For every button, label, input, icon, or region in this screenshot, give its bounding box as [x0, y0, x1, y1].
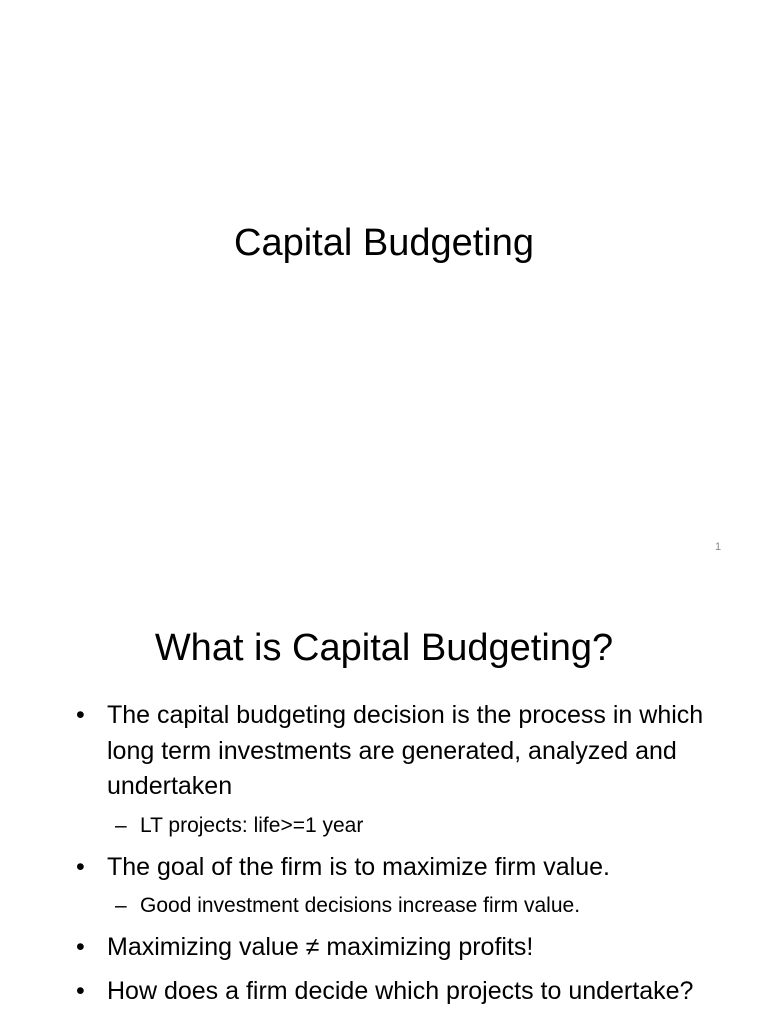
bullet-marker: •: [76, 701, 85, 729]
slide-title: What is Capital Budgeting?: [154, 627, 614, 669]
sub-bullet-item: [76, 811, 716, 841]
slide-2: [0, 576, 768, 1024]
bullet-item: [76, 850, 716, 886]
bullet-text: How does a firm decide which projects to undertake?: [107, 976, 694, 1005]
sub-bullet-item: [76, 891, 716, 921]
bullet-item: [76, 974, 716, 1010]
bullet-marker: •: [76, 976, 85, 1005]
bullet-item: [76, 698, 716, 805]
bullet-list: [76, 698, 716, 1017]
slide-number: 1: [714, 541, 722, 553]
slide-title: Capital Budgeting: [234, 222, 534, 264]
sub-bullet-text: Good investment decisions increase firm value.: [140, 894, 581, 917]
bullet-marker: •: [76, 852, 85, 881]
bullet-text: The goal of the firm is to maximize firm value.: [107, 852, 610, 881]
bullet-item: [76, 930, 716, 966]
sub-bullet-text: LT projects: life>=1 year: [140, 813, 364, 837]
bullet-text: The capital budgeting decision is the process in which long term investments are generated, analyzed and undertaken: [107, 701, 704, 800]
bullet-marker: •: [76, 933, 85, 961]
bullet-text: Maximizing value ≠ maximizing profits!: [107, 933, 534, 961]
sub-bullet-marker: –: [115, 813, 127, 837]
sub-bullet-marker: –: [115, 894, 127, 917]
